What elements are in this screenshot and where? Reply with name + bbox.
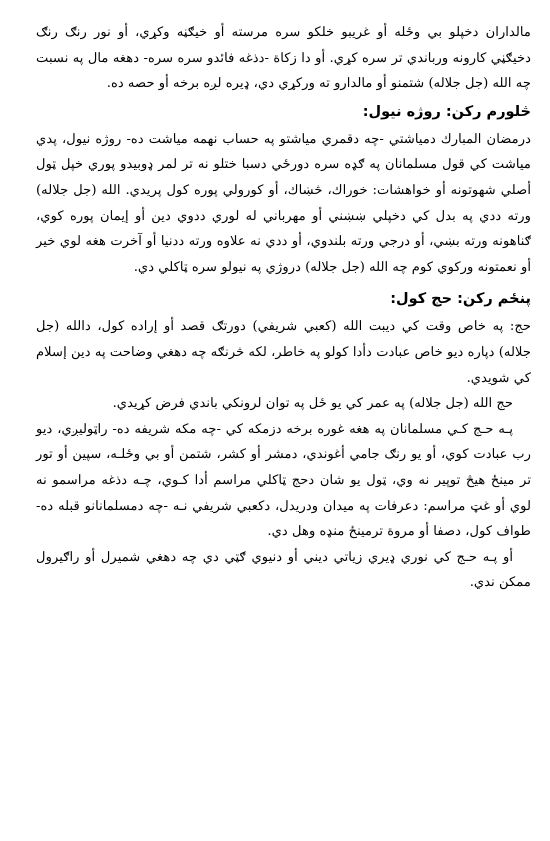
heading-fifth-pillar-hajj: پنځم ركن: حج كول: — [390, 291, 531, 308]
document-page — [36, 20, 531, 596]
heading-fourth-pillar-fasting: څلورم ركن: روژه نيول: — [362, 103, 531, 120]
paragraph-fasting: درمضان المبارك دمياشتي -چه دقمري مياشتو په حساب نهمه مياشت ده- روژه نيول، پدي مياشت كي قول مسلمانان په ګډه سره دورځي دسبا ختلو نه تر لمر ډوبيدو پوري خپل ټول أصلي شهوتونه أو خواهشات: خوراك، څښاك، أو كورولي پوره كول پريدي. الله (جل جلاله) ورته ددي په بدل كي دخپلي ښښني أو مهرباني له لوري ددوي دين أو إيمان پوره كوي، ګناهونه ورته بښي، أو درجي ورته بلندوي، أو ددي نه علاوه ورته ددنيا أو آخرت هغه لوي خير أو نعمتونه وركوي كوم چه الله (جل جلاله) دروژي په نيولو سره ټاكلي دي. — [36, 131, 531, 275]
paragraph-hajj-definition: حج: په خاص وقت كي ديبت الله (كعبي شريفي) دورتګ قصد أو إراده كول، دالله (جل جلاله) دپاره ديو خاص عبادت دأدا كولو په خاطر، لكه څرنګه چه دهغي وضاحت په دين إسلام كي شويدي. — [36, 319, 531, 386]
paragraph-hajj-obligation: حج الله (جل جلاله) په عمر كي يو ځل په توان لرونكي باندي فرض كړيدي. — [112, 396, 513, 412]
paragraph-zakat-ending: مالداران دخپلو بي وځله أو غريبو خلكو سره مرسته أو خيګڼه وكړي، أو نور رنګ رنګ دخيګڼي كارونه ورباندي تر سره كړي. أو دا زكاة -دذغه فائدو سره سره- دهغه مال په نسبت چه الله (جل جلاله) شتمنو أو مالدارو ته وركړي دي، ډيره لږه برخه أو حصه ده. — [36, 25, 531, 92]
paragraph-hajj-benefits: أو پـه حـج كي نوري ډيري زياتي ديني أو دنيوي ګټي دي چه دهغي شميرل أو راګيرول ممكن ندي. — [36, 549, 531, 591]
paragraph-hajj-gathering: پـه حـج كـي مسلمانان په هغه غوره برخه دزمكه كي -چه مكه شريفه ده- راټوليږي، ديو رب عبادت كوي، أو يو رنګ جامي أغوندي، دمشر أو كشر، شتمن أو بي وځلـه، سپين أو تور تر مينځ هيڅ توپير نه وي، ټول يو شان دحج ټاكلي مراسم أدا كـوي، چـه دذغه مراسمو نه لوي أو غټ مراسم: دعرفات په ميدان ودريدل، دكعبي شريفي نـه -چه دمسلمانانو قبله ده- طواف كول، دصفا أو مروة ترمينځ منډه وهل دي. — [36, 421, 531, 540]
